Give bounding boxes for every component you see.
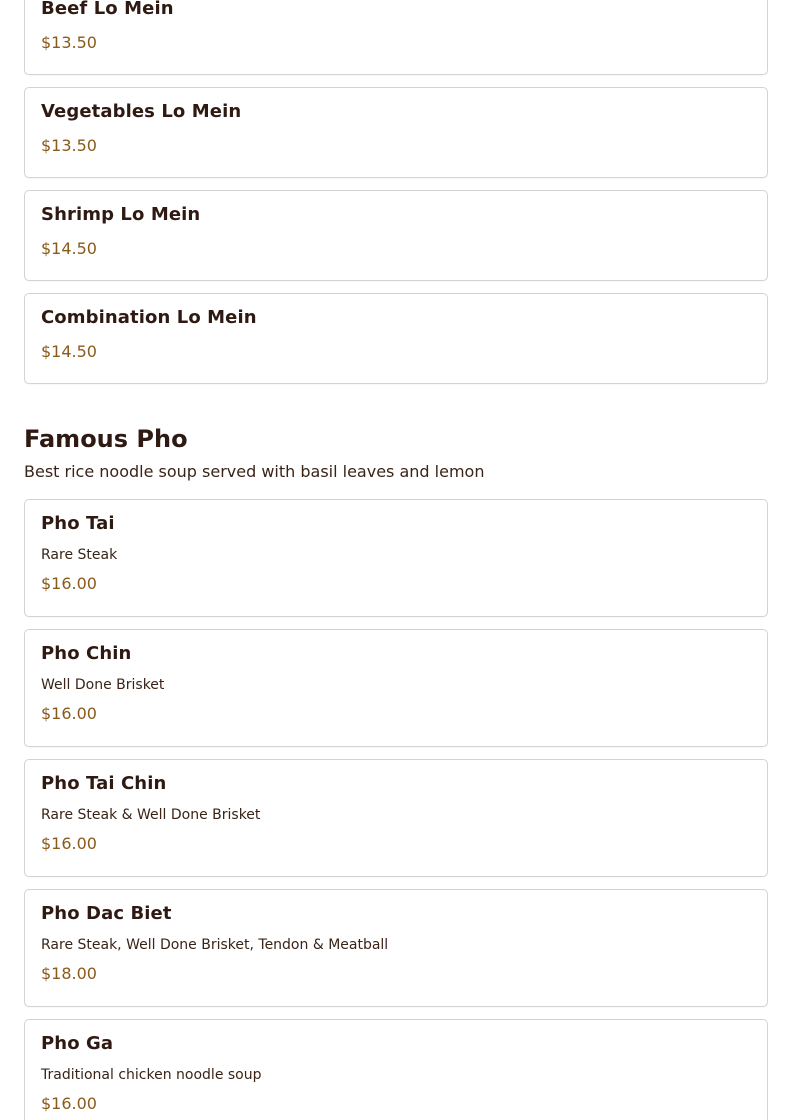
item-price: $14.50 bbox=[41, 342, 97, 361]
item-name: Combination Lo Mein bbox=[41, 307, 257, 328]
item-price: $16.00 bbox=[41, 704, 97, 723]
menu-item-card[interactable] bbox=[24, 0, 768, 75]
item-name: Pho Chin bbox=[41, 643, 132, 664]
item-description: Rare Steak bbox=[41, 547, 118, 563]
item-price: $16.00 bbox=[41, 834, 97, 853]
menu-item-card[interactable] bbox=[24, 1019, 768, 1120]
item-name: Pho Dac Biet bbox=[41, 903, 172, 924]
item-description: Well Done Brisket bbox=[41, 677, 165, 693]
item-name: Pho Tai Chin bbox=[41, 773, 167, 794]
item-description: Rare Steak, Well Done Brisket, Tendon & Meatball bbox=[41, 937, 389, 953]
item-price: $13.50 bbox=[41, 136, 97, 155]
menu-item-card[interactable] bbox=[24, 87, 768, 178]
item-price: $16.00 bbox=[41, 574, 97, 593]
section-subtitle: Best rice noodle soup served with basil leaves and lemon bbox=[24, 462, 485, 481]
menu-item-card[interactable] bbox=[24, 499, 768, 617]
item-price: $18.00 bbox=[41, 964, 97, 983]
menu-item-card[interactable] bbox=[24, 293, 768, 384]
menu-content bbox=[24, 0, 768, 1120]
item-name: Pho Ga bbox=[41, 1033, 114, 1054]
item-name: Beef Lo Mein bbox=[41, 0, 174, 19]
menu-item-card[interactable] bbox=[24, 190, 768, 281]
menu-item-card[interactable] bbox=[24, 889, 768, 1007]
item-description: Rare Steak & Well Done Brisket bbox=[41, 807, 261, 823]
menu-item-card[interactable] bbox=[24, 759, 768, 877]
item-price: $16.00 bbox=[41, 1094, 97, 1113]
item-description: Traditional chicken noodle soup bbox=[41, 1067, 262, 1083]
item-name: Pho Tai bbox=[41, 513, 115, 534]
item-price: $14.50 bbox=[41, 239, 97, 258]
section-title: Famous Pho bbox=[24, 425, 188, 453]
menu-item-card[interactable] bbox=[24, 629, 768, 747]
item-name: Shrimp Lo Mein bbox=[41, 204, 201, 225]
item-name: Vegetables Lo Mein bbox=[41, 101, 242, 122]
item-price: $13.50 bbox=[41, 33, 97, 52]
